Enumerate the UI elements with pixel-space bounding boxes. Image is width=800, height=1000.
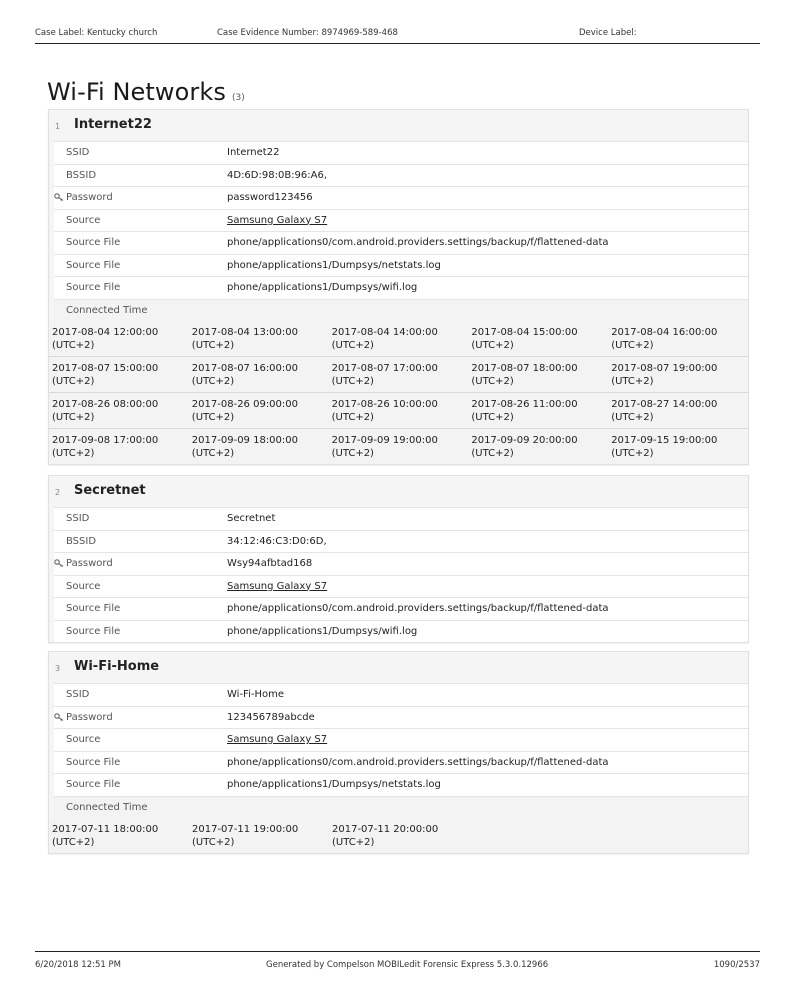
property-value: phone/applications1/Dumpsys/netstats.log bbox=[227, 779, 441, 790]
connected-time-zone: (UTC+2) bbox=[611, 339, 654, 351]
connected-time-zone: (UTC+2) bbox=[611, 375, 654, 387]
connected-time-zone: (UTC+2) bbox=[331, 411, 374, 423]
connected-time-zone: (UTC+2) bbox=[52, 411, 95, 423]
connected-time-value: 2017-07-11 20:00:00 bbox=[332, 823, 439, 835]
connected-time-label: Connected Time bbox=[66, 304, 148, 316]
connected-time-value: 2017-08-26 10:00:00 bbox=[331, 398, 438, 410]
connected-time-zone: (UTC+2) bbox=[191, 375, 235, 387]
property-row bbox=[54, 276, 748, 299]
connected-time-value: 2017-09-08 17:00:00 bbox=[52, 434, 159, 446]
property-value: 123456789abcde bbox=[227, 711, 315, 723]
connected-time-grid bbox=[49, 818, 748, 853]
connected-time-value: 2017-08-07 18:00:00 bbox=[471, 362, 578, 374]
source-link[interactable]: Samsung Galaxy S7 bbox=[227, 214, 328, 226]
property-label: BSSID bbox=[66, 169, 97, 181]
property-label: Source File bbox=[66, 237, 121, 248]
source-link[interactable]: Samsung Galaxy S7 bbox=[227, 580, 328, 592]
section-heading bbox=[47, 78, 245, 106]
network-count: (3) bbox=[232, 93, 245, 103]
property-label-text: Password bbox=[66, 711, 113, 723]
connected-time-value: 2017-08-26 11:00:00 bbox=[471, 398, 578, 410]
property-row bbox=[54, 254, 748, 277]
property-value: Secretnet bbox=[227, 513, 276, 524]
property-row bbox=[54, 231, 748, 254]
property-value: phone/applications0/com.android.providers.settings/backup/f/flattened-data bbox=[227, 603, 609, 614]
connected-time-row bbox=[49, 818, 748, 853]
property-label: SSID bbox=[66, 513, 90, 524]
case-label: Case Label: Kentucky church bbox=[35, 28, 158, 38]
property-value: 4D:6D:98:0B:96:A6, bbox=[227, 169, 328, 181]
connected-time-entry bbox=[329, 818, 469, 853]
connected-time-entry bbox=[49, 321, 189, 356]
connected-time-zone: (UTC+2) bbox=[331, 339, 374, 351]
network-index: 3 bbox=[55, 664, 61, 673]
connected-time-value: 2017-08-27 14:00:00 bbox=[611, 398, 718, 410]
connected-time-zone: (UTC+2) bbox=[471, 447, 514, 459]
property-row bbox=[54, 706, 748, 729]
generator-info: Generated by Compelson MOBILedit Forensic Express 5.3.0.12966 bbox=[266, 960, 549, 970]
property-label: Source File bbox=[66, 282, 121, 293]
property-value: Wsy94afbtad168 bbox=[227, 558, 313, 569]
connected-time-entry bbox=[329, 429, 469, 464]
connected-time-zone: (UTC+2) bbox=[331, 447, 374, 459]
property-label: SSID bbox=[66, 147, 90, 158]
connected-time-value: 2017-07-11 18:00:00 bbox=[52, 823, 159, 835]
property-label bbox=[54, 192, 113, 203]
property-value: phone/applications1/Dumpsys/netstats.log bbox=[227, 259, 441, 271]
property-row bbox=[54, 552, 748, 575]
connected-time-entry bbox=[329, 321, 469, 356]
property-label: SSID bbox=[66, 689, 90, 700]
connected-time-value: 2017-09-09 20:00:00 bbox=[471, 434, 578, 446]
connected-time-value: 2017-08-04 16:00:00 bbox=[611, 326, 718, 338]
connected-time-row bbox=[49, 392, 748, 428]
network-card bbox=[48, 109, 749, 465]
property-value: password123456 bbox=[227, 192, 313, 203]
connected-time-zone: (UTC+2) bbox=[52, 836, 95, 848]
network-name: Secretnet bbox=[74, 483, 146, 498]
property-row bbox=[54, 620, 748, 643]
connected-time-entry bbox=[189, 393, 329, 428]
connected-time-value: 2017-08-07 15:00:00 bbox=[52, 362, 159, 374]
connected-time-value: 2017-08-07 19:00:00 bbox=[611, 362, 718, 374]
network-index: 2 bbox=[55, 488, 61, 497]
property-label: Source File bbox=[66, 625, 121, 637]
connected-time-zone: (UTC+2) bbox=[611, 447, 654, 459]
property-row bbox=[54, 164, 748, 187]
connected-time-value: 2017-08-26 08:00:00 bbox=[52, 398, 159, 410]
connected-time-value: 2017-08-04 13:00:00 bbox=[191, 326, 299, 338]
connected-time-header bbox=[54, 796, 748, 818]
property-value: Internet22 bbox=[227, 147, 280, 158]
connected-time-value: 2017-08-26 09:00:00 bbox=[191, 398, 299, 410]
source-link[interactable]: Samsung Galaxy S7 bbox=[227, 734, 328, 745]
key-icon bbox=[54, 713, 64, 721]
connected-time-zone: (UTC+2) bbox=[191, 339, 235, 351]
property-value: phone/applications0/com.android.providers.settings/backup/f/flattened-data bbox=[227, 237, 609, 248]
connected-time-value: 2017-08-04 15:00:00 bbox=[471, 326, 578, 338]
connected-time-entry bbox=[49, 429, 189, 464]
connected-time-entry bbox=[49, 393, 189, 428]
property-label: Source File bbox=[66, 603, 121, 614]
property-row bbox=[54, 728, 748, 751]
connected-time-row bbox=[49, 356, 748, 392]
property-value: Wi-Fi-Home bbox=[227, 689, 284, 700]
network-card bbox=[48, 475, 749, 643]
connected-time-entry bbox=[329, 393, 469, 428]
property-row bbox=[54, 507, 748, 530]
network-index: 1 bbox=[55, 122, 61, 131]
connected-time-zone: (UTC+2) bbox=[331, 375, 374, 387]
connected-time-entry bbox=[608, 429, 748, 464]
property-label: Source bbox=[66, 580, 101, 592]
connected-time-entry bbox=[468, 393, 608, 428]
connected-time-zone: (UTC+2) bbox=[471, 411, 514, 423]
connected-time-entry bbox=[189, 429, 329, 464]
property-label bbox=[54, 558, 113, 569]
property-label-text: Password bbox=[66, 192, 113, 203]
property-row bbox=[54, 141, 748, 164]
connected-time-entry bbox=[608, 321, 748, 356]
device-label: Device Label: bbox=[579, 28, 637, 38]
property-label: BSSID bbox=[66, 535, 97, 547]
property-row bbox=[54, 530, 748, 553]
page-header bbox=[35, 27, 760, 44]
property-label: Source bbox=[66, 214, 101, 226]
connected-time-zone: (UTC+2) bbox=[192, 836, 235, 848]
property-row bbox=[54, 186, 748, 209]
connected-time-entry bbox=[49, 818, 189, 853]
connected-time-value: 2017-09-15 19:00:00 bbox=[611, 434, 718, 446]
connected-time-entry bbox=[189, 357, 329, 392]
property-row bbox=[54, 575, 748, 598]
connected-time-entry bbox=[608, 357, 748, 392]
connected-time-value: 2017-08-04 14:00:00 bbox=[331, 326, 438, 338]
page-footer bbox=[35, 951, 760, 972]
connected-time-grid bbox=[49, 321, 748, 464]
connected-time-entry bbox=[189, 321, 329, 356]
page-title: Wi-Fi Networks bbox=[47, 78, 226, 106]
property-label: Source File bbox=[66, 779, 121, 790]
connected-time-value: 2017-08-04 12:00:00 bbox=[52, 326, 159, 338]
connected-time-row bbox=[49, 428, 748, 464]
key-icon bbox=[54, 193, 64, 201]
connected-time-entry bbox=[468, 357, 608, 392]
connected-time-entry bbox=[329, 357, 469, 392]
connected-time-value: 2017-09-09 19:00:00 bbox=[331, 434, 438, 446]
connected-time-value: 2017-08-07 17:00:00 bbox=[331, 362, 438, 374]
connected-time-value: 2017-07-11 19:00:00 bbox=[192, 823, 299, 835]
connected-time-entry bbox=[608, 393, 748, 428]
connected-time-zone: (UTC+2) bbox=[191, 447, 235, 459]
property-row bbox=[54, 683, 748, 706]
connected-time-entry bbox=[468, 321, 608, 356]
connected-time-zone: (UTC+2) bbox=[471, 375, 514, 387]
property-label-text: Password bbox=[66, 558, 113, 569]
page-number: 1090/2537 bbox=[713, 960, 760, 970]
property-label: Source bbox=[66, 734, 101, 745]
network-card-header bbox=[49, 110, 748, 141]
property-row bbox=[54, 597, 748, 620]
key-icon bbox=[54, 559, 64, 567]
property-value: 34:12:46:C3:D0:6D, bbox=[227, 535, 327, 547]
case-evidence-number: Case Evidence Number: 8974969-589-468 bbox=[217, 28, 398, 38]
network-name: Wi-Fi-Home bbox=[74, 659, 160, 674]
report-datetime: 6/20/2018 12:51 PM bbox=[35, 960, 121, 970]
connected-time-header bbox=[54, 299, 748, 321]
connected-time-label: Connected Time bbox=[66, 801, 148, 813]
property-label: Source File bbox=[66, 756, 121, 768]
property-label bbox=[54, 712, 113, 723]
property-value: phone/applications1/Dumpsys/wifi.log bbox=[227, 625, 418, 637]
connected-time-zone: (UTC+2) bbox=[52, 447, 95, 459]
connected-time-entry bbox=[49, 357, 189, 392]
property-row bbox=[54, 751, 748, 774]
property-row bbox=[54, 773, 748, 796]
network-card-header bbox=[49, 476, 748, 507]
network-card-header bbox=[49, 652, 748, 683]
connected-time-zone: (UTC+2) bbox=[611, 411, 654, 423]
connected-time-zone: (UTC+2) bbox=[191, 411, 235, 423]
property-row bbox=[54, 209, 748, 232]
property-value: phone/applications1/Dumpsys/wifi.log bbox=[227, 282, 418, 293]
connected-time-entry bbox=[189, 818, 329, 853]
property-value: phone/applications0/com.android.providers.settings/backup/f/flattened-data bbox=[227, 756, 609, 768]
connected-time-zone: (UTC+2) bbox=[52, 339, 95, 351]
connected-time-zone: (UTC+2) bbox=[332, 836, 375, 848]
connected-time-zone: (UTC+2) bbox=[52, 375, 95, 387]
property-label: Source File bbox=[66, 259, 121, 271]
connected-time-value: 2017-09-09 18:00:00 bbox=[191, 434, 299, 446]
connected-time-value: 2017-08-07 16:00:00 bbox=[191, 362, 299, 374]
connected-time-row bbox=[49, 321, 748, 356]
connected-time-entry bbox=[468, 429, 608, 464]
network-card bbox=[48, 651, 749, 854]
connected-time-zone: (UTC+2) bbox=[471, 339, 514, 351]
network-name: Internet22 bbox=[74, 117, 152, 132]
